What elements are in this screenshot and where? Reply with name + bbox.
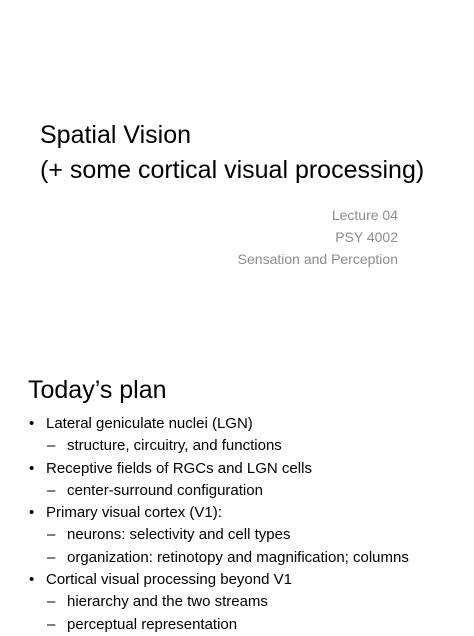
lecture-number: Lecture 04 [331, 207, 398, 223]
bullet-text: Lateral geniculate nuclei (LGN) [46, 415, 253, 432]
sub-bullet-item [28, 480, 409, 502]
dash-marker: – [47, 593, 56, 611]
sub-bullet-item [28, 524, 409, 546]
slide-title-line-2: (+ some cortical visual processing) [40, 156, 425, 184]
bullet-item [28, 569, 409, 591]
sub-bullet-text: hierarchy and the two streams [67, 593, 268, 611]
sub-bullet-text: organization: retinotopy and magnification; columns [67, 548, 409, 566]
slide-subtitle [238, 204, 398, 270]
plan-slide [0, 340, 474, 632]
bullet-item [28, 458, 409, 480]
plan-title: Today’s plan [28, 376, 167, 404]
bullet-item [28, 413, 409, 435]
sub-bullet-text: center-surround configuration [67, 481, 263, 499]
dash-marker: – [47, 548, 56, 566]
sub-bullet-item [28, 547, 409, 569]
plan-bullet-list [28, 413, 409, 636]
sub-bullet-item [28, 614, 409, 636]
bullet-text: Primary visual cortex (V1): [46, 504, 222, 522]
bullet-marker: • [29, 459, 35, 477]
dash-marker: – [47, 615, 56, 633]
bullet-item [28, 502, 409, 524]
sub-bullet-text: perceptual representation [67, 615, 238, 633]
bullet-text: Receptive fields of RGCs and LGN cells [46, 459, 312, 477]
slide-title-line-1: Spatial Vision [40, 121, 192, 149]
sub-bullet-text: structure, circuitry, and functions [67, 437, 282, 455]
bullet-marker: • [29, 415, 35, 432]
sub-bullet-item [28, 435, 409, 457]
course-name: Sensation and Perception [237, 251, 398, 267]
sub-bullet-item [28, 591, 409, 613]
slide-title [40, 118, 424, 188]
bullet-marker: • [29, 571, 35, 589]
bullet-text: Cortical visual processing beyond V1 [46, 571, 292, 589]
dash-marker: – [47, 526, 56, 544]
sub-bullet-text: neurons: selectivity and cell types [67, 526, 291, 544]
bullet-marker: • [29, 504, 35, 522]
course-code: PSY 4002 [335, 229, 398, 245]
dash-marker: – [47, 481, 56, 499]
dash-marker: – [47, 437, 56, 455]
